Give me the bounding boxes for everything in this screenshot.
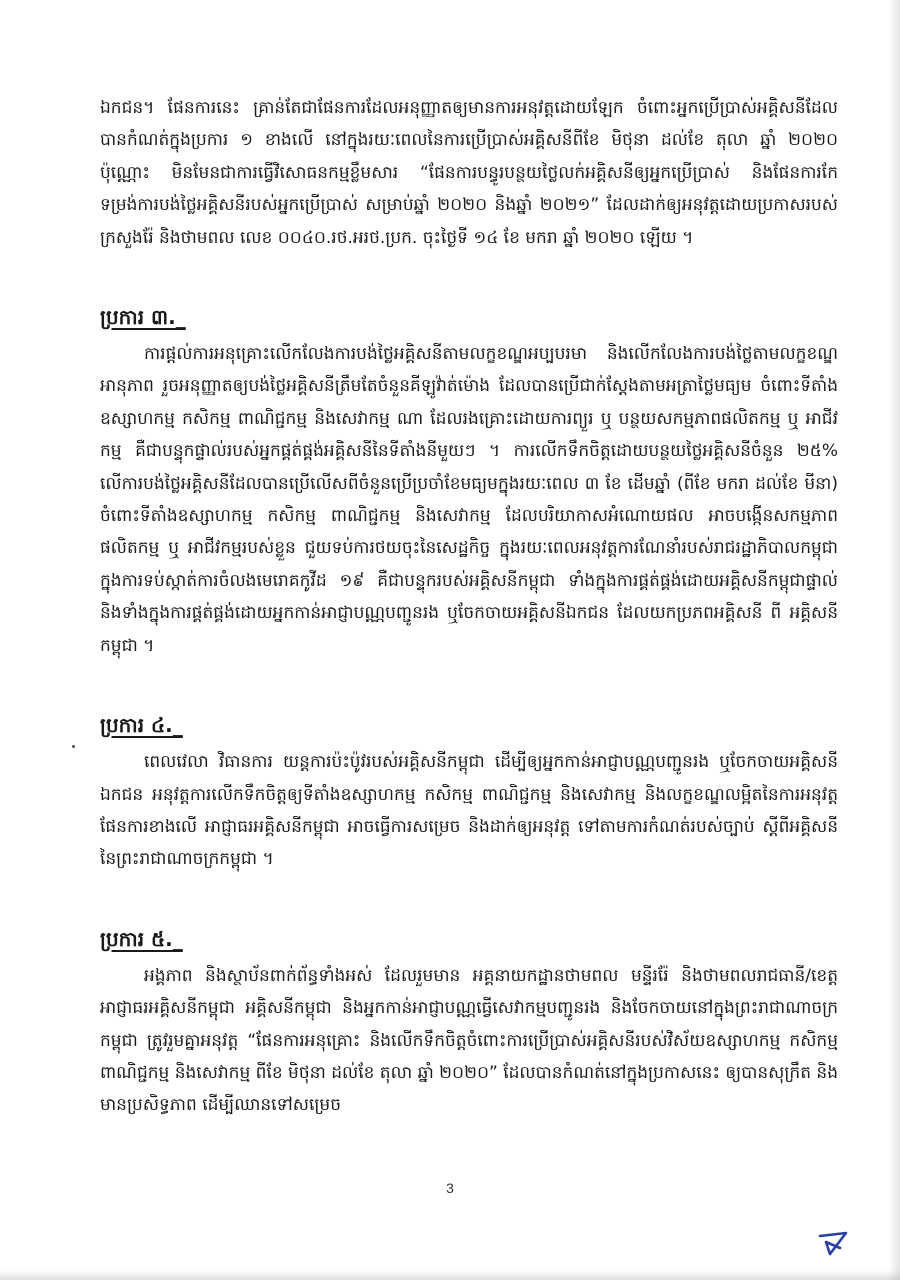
article-paragraph: អង្គភាព និងស្ថាប័នពាក់ព័ន្ធទាំងអស់ ដែលរួមមាន អគ្គនាយកដ្ឋានថាមពល មន្ទីររ៉ែ និងថាមពលរាជធានី/ខេត្ត អាជ្ញាធរអគ្គិសនីកម្ពុជា អគ្គិសនីកម្ពុជា និងអ្នកកាន់អាជ្ញាបណ្ណធ្វើសេវាកម្មបញ្ជូនរង និងចែកចាយនៅក្នុងព្រះរាជាណាចក្រកម្ពុជា ត្រូវរួមគ្នាអនុវត្ត “ផែនការអនុគ្រោះ និងលើកទឹកចិត្តចំពោះការប្រើប្រាស់អគ្គិសនីរបស់វិស័យឧស្សាហកម្ម កសិកម្ម ពាណិជ្ជកម្ម និងសេវាកម្ម ពីខែ មិថុនា ដល់ខែ តុលា ឆ្នាំ ២០២០” ដែលបានកំណត់នៅក្នុងប្រកាសនេះ ឲ្យបានសុក្រឹត និងមានប្រសិទ្ធភាព ដើម្បីឈានទៅសម្រេច bbox=[100, 965, 838, 1116]
spacer bbox=[100, 662, 838, 688]
document-body bbox=[100, 92, 838, 1122]
article-heading: ប្រការ ៣._ bbox=[100, 305, 186, 330]
article-paragraph: ការផ្តល់ការអនុគ្រោះលើកលែងការបង់ថ្លៃអគ្គិសនីតាមលក្ខខណ្ឌអប្បបរមា និងលើកលែងការបង់ថ្លៃតាមលក្ខខណ្ឌអានុភាព រួចអនុញ្ញាតឲ្យបង់ថ្លៃអគ្គិសនីត្រឹមតែចំនួនគីឡូវ៉ាត់ម៉ោង ដែលបានប្រើជាក់ស្តែងតាមអត្រាថ្លៃមធ្យម ចំពោះទីតាំងឧស្សាហកម្ម កសិកម្ម ពាណិជ្ជកម្ម និងសេវាកម្ម ណា ដែលរងគ្រោះដោយការព្យួរ ឬ បន្ថយសកម្មភាពផលិតកម្ម ឬ អាជីវកម្ម គឺជាបន្ទុកផ្ទាល់របស់អ្នកផ្គត់ផ្គង់អគ្គិសនីនៃទីតាំងនីមួយៗ ។ ការលើកទឹកចិត្តដោយបន្ថយថ្លៃអគ្គិសនីចំនួន ២៥% លើការបង់ថ្លៃអគ្គិសនីដែលបានប្រើលើសពីចំនួនប្រើប្រចាំខែមធ្យមក្នុងរយៈពេល ៣ ខែ ដើមឆ្នាំ (ពីខែ មករា ដល់ខែ មីនា) ចំពោះទីតាំងឧស្សាហកម្ម កសិកម្ម ពាណិជ្ជកម្ម និងសេវាកម្ម ដែលបរិយាកាសអំណោយផល អាចបង្កើនសកម្មភាពផលិតកម្ម ឬ អាជីវកម្មរបស់ខ្លួន ជួយទប់ការថយចុះនៃសេដ្ឋកិច្ច ក្នុងរយៈពេលអនុវត្តការណែនាំរបស់រាជរដ្ឋាភិបាលកម្ពុជា ក្នុងការទប់ស្កាត់ការចំលងមេរោគកូវីដ ១៩ គឺជាបន្ទុករបស់អគ្គិសនីកម្ពុជា ទាំងក្នុងការផ្គត់ផ្គង់ដោយអគ្គិសនីកម្ពុជាផ្ទាល់ និងទាំងក្នុងការផ្គត់ផ្គង់ដោយអ្នកកាន់អាជ្ញាបណ្ណបញ្ជូនរង ឬចែកចាយអគ្គិសនីឯកជន ដែលយកប្រភពអគ្គិសនី ពី អគ្គិសនីកម្ពុជា ។ bbox=[100, 344, 838, 656]
article-heading: ប្រការ ៥._ bbox=[100, 926, 183, 951]
section-article-3 bbox=[100, 300, 838, 662]
spacer bbox=[100, 876, 838, 902]
section-article-4 bbox=[100, 708, 838, 876]
page-edge-shadow bbox=[888, 0, 900, 1280]
article-heading: ប្រការ ៤._ bbox=[100, 713, 183, 738]
page-edge-shadow bbox=[0, 1270, 900, 1280]
ink-dot bbox=[72, 745, 75, 748]
handwritten-initial-mark bbox=[816, 1228, 852, 1258]
article-paragraph: ពេលវេលា វិធានការ យន្តការប៉ះប៉ូវរបស់អគ្គិសនីកម្ពុជា ដើម្បីឲ្យអ្នកកាន់អាជ្ញាបណ្ណបញ្ជូនរង ឬចែកចាយអគ្គិសនីឯកជន អនុវត្តការលើកទឹកចិត្តឲ្យទីតាំងឧស្សាហកម្ម កសិកម្ម ពាណិជ្ជកម្ម និងសេវាកម្ម និងលក្ខខណ្ឌលម្អិតនៃការអនុវត្តផែនការខាងលើ អាជ្ញាធរអគ្គិសនីកម្ពុជា អាចធ្វើការសម្រេច និងដាក់ឲ្យអនុវត្ត ទៅតាមការកំណត់របស់ច្បាប់ ស្តីពីអគ្គិសនី នៃព្រះរាជាណាចក្រកម្ពុជា ។ bbox=[100, 752, 838, 870]
intro-paragraph: ឯកជន។ ផែនការនេះ គ្រាន់តែជាផែនការដែលអនុញ្ញាតឲ្យមានការអនុវត្តដោយឡែក ចំពោះអ្នកប្រើប្រាស់អគ្គិសនីដែលបានកំណត់ក្នុងប្រការ ១ ខាងលើ នៅក្នុងរយៈពេលនៃការប្រើប្រាស់អគ្គិសនីពីខែ មិថុនា ដល់ខែ តុលា ឆ្នាំ ២០២០ ប៉ុណ្ណោះ មិនមែនជាការធ្វើវិសោធនកម្មខ្លឹមសារ “ផែនការបន្ធូរបន្ថយថ្លៃលក់អគ្គិសនីឲ្យអ្នកប្រើប្រាស់ និងផែនការកែទម្រង់ការបង់ថ្លៃអគ្គិសនីរបស់អ្នកប្រើប្រាស់ សម្រាប់ឆ្នាំ ២០២០ និងឆ្នាំ ២០២១” ដែលដាក់ឲ្យអនុវត្តដោយប្រកាសរបស់ក្រសួងរ៉ែ និងថាមពល លេខ ០០៤០.រថ.អរថ.ប្រក. ចុះថ្ងៃទី ១៤ ខែ មករា ឆ្នាំ ២០២០ ឡើយ ។ bbox=[100, 98, 838, 248]
page-number: 3 bbox=[446, 1180, 454, 1196]
spacer bbox=[100, 254, 838, 280]
section-article-5 bbox=[100, 922, 838, 1122]
